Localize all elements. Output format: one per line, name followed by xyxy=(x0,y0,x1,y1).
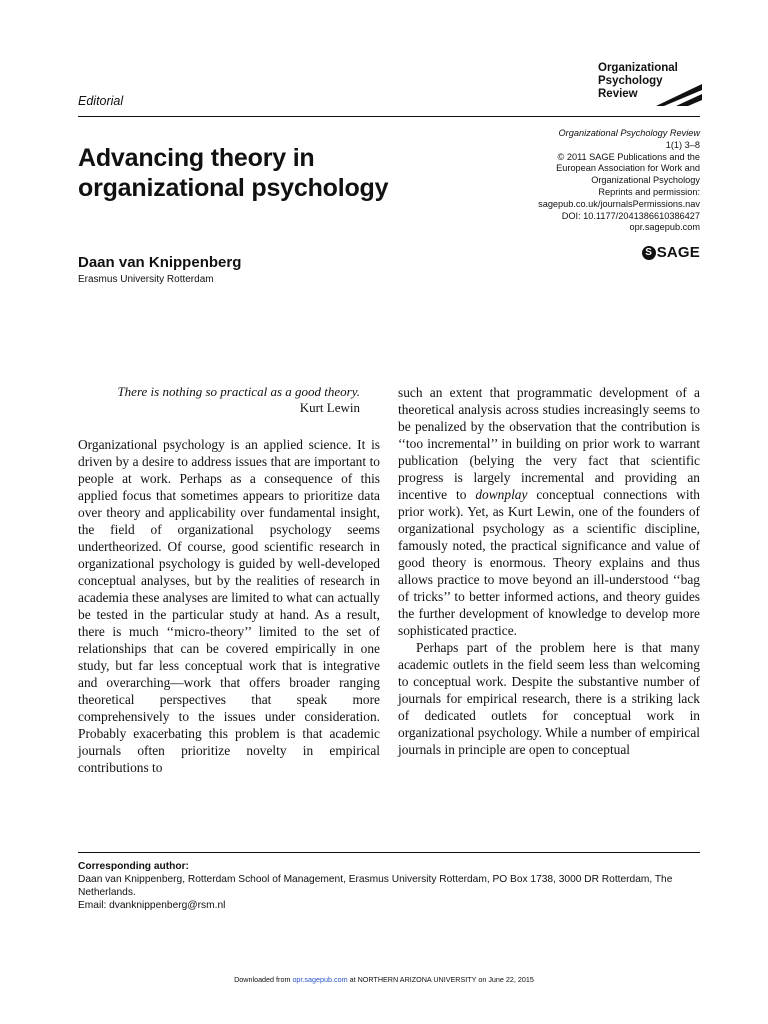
sage-logo xyxy=(642,244,700,261)
sage-logo-icon: S xyxy=(642,246,656,260)
body-paragraph: Organizational psychology is an applied science. It is driven by a desire to address issues that are important to people at work. Perhaps as a consequence of this applied focus that sometimes appears to prioritize data over theory and applicability over fundamental insight, the field of organizational psychology seems undertheorized. Of course, good scientific research in organizational psychology is guided by well-developed conceptual analyses, but by the realities of research in academia these analyses are limited to what can actually be tested in the particular study at hand. As a result, there is much ‘‘micro-theory’’ limited to the set of relationships that can be covered empirically in one study, but far less conceptual work that is integrative and overarching—work that offers broader ranging theoretical perspectives that speak more comprehensively to the issues under consideration. Probably exacerbating this problem is that academic journals often prioritize novelty in empirical contributions to xyxy=(78,437,380,775)
journal-name: Organizational Psychology Review xyxy=(558,128,700,138)
doi: DOI: 10.1177/2041386610386427 xyxy=(561,210,700,221)
journal-site-link[interactable]: opr.sagepub.com xyxy=(629,222,700,233)
epigraph xyxy=(78,384,360,416)
body-text: conceptual connections with prior work). Yet, as Kurt Lewin, one of the founders of organizational psychology as a scientific discipline, famously noted, the practical significance and value of good theory is enormous. Theory explains and thus allows practice to move beyond an ill-understood ‘‘bag of tricks’’ to better informed actions, and theory guides the further development of knowledge to develop more sophisticated practice. xyxy=(398,487,700,638)
epigraph-quote: There is nothing so practical as a good theory. xyxy=(117,384,360,399)
journal-metadata xyxy=(470,128,700,234)
copyright-line: European Association for Work and xyxy=(556,163,700,174)
journal-logo-line: Psychology xyxy=(598,75,663,87)
footnote-divider xyxy=(78,852,700,853)
sage-logo-text: SAGE xyxy=(656,244,700,261)
header-divider xyxy=(78,116,700,117)
corresponding-author xyxy=(78,860,700,912)
reprints-label: Reprints and permission: xyxy=(598,186,700,197)
author-name: Daan van Knippenberg xyxy=(78,254,242,271)
download-prefix: Downloaded from xyxy=(234,975,293,984)
body-paragraph: Perhaps part of the problem here is that many academic outlets in the field seem less than welcoming to conceptual work. Despite the substantive number of journals for empirical research, there is a striking lack of dedicated outlets for conceptual work in organizational psychology. While a number of empirical journals in principle are open to conceptual xyxy=(398,640,700,757)
copyright-line: Organizational Psychology xyxy=(591,175,700,186)
copyright-line: © 2011 SAGE Publications and the xyxy=(557,151,700,162)
volume-pages: 1(1) 3–8 xyxy=(665,139,700,150)
journal-logo-line: Organizational xyxy=(598,62,678,74)
download-link[interactable]: opr.sagepub.com xyxy=(292,975,348,984)
body-column-right xyxy=(398,384,700,758)
body-text: such an extent that programmatic development of a theoretical analysis across studies increasingly seems to be penalized by the observation that the contribution is ‘‘too incremental’’ in building on prior work to warrant publication (belying the very fact that scientific progress is largely incremental and providing an incentive to xyxy=(398,385,700,502)
corresponding-author-label: Corresponding author: xyxy=(78,861,189,872)
journal-logo xyxy=(598,62,708,101)
body-column-left xyxy=(78,436,380,776)
corresponding-author-address: Daan van Knippenberg, Rotterdam School of Management, Erasmus University Rotterdam, PO Box 1738, 3000 DR Rotterdam, The Netherlands. xyxy=(78,874,673,898)
corresponding-author-email[interactable]: Email: dvanknippenberg@rsm.nl xyxy=(78,900,226,911)
body-paragraph xyxy=(398,384,700,639)
reprints-link[interactable]: sagepub.co.uk/journalsPermissions.nav xyxy=(538,198,700,209)
body-emphasis: downplay xyxy=(475,487,528,502)
journal-logo-icon xyxy=(654,82,704,108)
journal-logo-line: Review xyxy=(598,88,638,100)
download-notice xyxy=(0,975,768,984)
download-suffix: at NORTHERN ARIZONA UNIVERSITY on June 22, 2015 xyxy=(347,975,534,984)
article-title: Advancing theory in organizational psychology xyxy=(78,144,389,202)
author-affiliation: Erasmus University Rotterdam xyxy=(78,274,214,285)
epigraph-attribution: Kurt Lewin xyxy=(299,400,360,415)
section-label: Editorial xyxy=(78,94,124,108)
